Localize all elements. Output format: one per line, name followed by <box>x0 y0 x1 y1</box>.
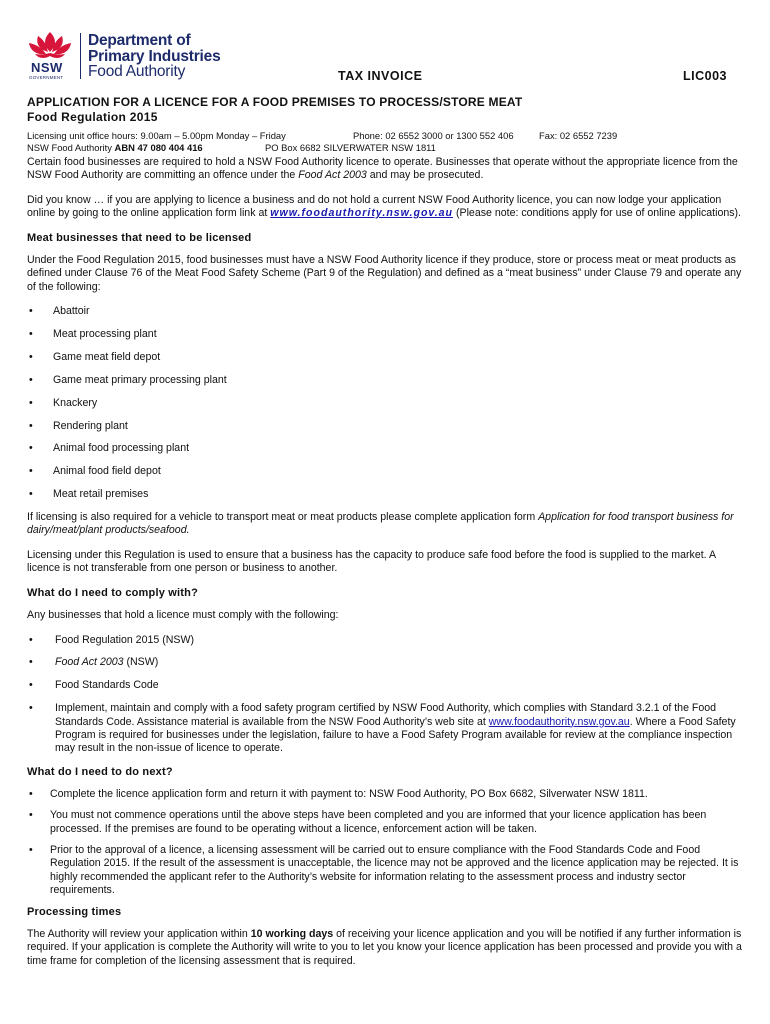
intro-paragraph: Certain food businesses are required to hold a NSW Food Authority licence to operate. Businesses that operate without the appropriate licence from the NSW Food Authority are committing an offence under the Food Act 2003 and may be prosecuted. <box>27 156 738 182</box>
po-box-address: PO Box 6682 SILVERWATER NSW 1811 <box>265 142 436 153</box>
government-wordmark: GOVERNMENT <box>29 75 64 80</box>
list-item: • Game meat primary processing plant <box>29 373 227 386</box>
processing-times-paragraph: The Authority will review your application within 10 working days of receiving your licence application and you will be notified if any further information is required. If your application is complete the Authority will write to you to let you know your licence application has been processed and provide you with a time frame for completion of the licensing assessment that is required. <box>27 928 742 967</box>
bullet-icon: • <box>29 396 33 409</box>
department-name <box>88 33 221 80</box>
nsw-dpi-food-authority-logo <box>26 30 246 82</box>
next-steps-list <box>27 788 743 897</box>
bullet-icon: • <box>29 327 33 340</box>
working-days-emphasis: 10 working days <box>250 928 334 941</box>
list-item: • Meat processing plant <box>29 327 157 340</box>
online-application-paragraph: Did you know … if you are applying to licence a business and do not hold a current NSW Food Authority licence, you can now lodge your application online by going to the online application form link at www.foodauthority.nsw.gov.au (Please note: conditions apply for use of online applications). <box>27 193 742 219</box>
list-item: • Animal food field depot <box>29 465 161 478</box>
list-item: • Implement, maintain and comply with a food safety program certified by NSW Food Authority, which complies with Standard 3.2.1 of the Food Standards Code. Assistance material is available from the NSW Food Authority’s web site at www.foodauthority.nsw.gov.au. Where a Food Safety Program is required for businesses under the legislation, failure to have a Food Safety Program available for review at the compliance inspection may result in the non-issue of licence to operate. <box>29 702 736 755</box>
compliance-list <box>27 634 743 756</box>
meat-business-list <box>27 305 743 501</box>
list-item: • Food Standards Code <box>29 679 159 692</box>
transport-form-reference: Application for food transport business for dairy/meat/plant products/seafood. <box>27 511 734 537</box>
list-item: • Animal food processing plant <box>29 442 190 455</box>
meat-businesses-paragraph: Under the Food Regulation 2015, food businesses must have a NSW Food Authority licence if they produce, store or process meat or meat products as defined under Clause 76 of the Meat Food Safety Scheme (Part 9 of the Regulation) and defined as a “meat business” under Clause 79 and operate any of the following: <box>27 254 742 293</box>
logo-divider <box>80 33 81 79</box>
list-item: • Prior to the approval of a licence, a licensing assessment will be carried out to ensure compliance with the Food Standards Code and Food Regulation 2015. If the result of the assessment is unacceptable, the licence may not be approved and the licence application may be rejected. It is highly recommended the applicant refer to the Authority’s website for information relating to the assessment process and industry sector requirements. <box>29 843 739 896</box>
list-item: • Rendering plant <box>29 419 128 432</box>
bullet-icon: • <box>29 702 33 715</box>
department-line-3: Food Authority <box>88 63 186 80</box>
abn-number: ABN 47 080 404 416 <box>114 142 203 153</box>
processing-times-heading: Processing times <box>27 906 122 919</box>
bullet-icon: • <box>29 843 33 856</box>
list-item: • Meat retail premises <box>29 488 149 501</box>
bullet-icon: • <box>29 788 33 801</box>
regulation-title: Food Regulation 2015 <box>27 110 158 124</box>
next-steps-heading: What do I need to do next? <box>27 766 173 779</box>
application-title: APPLICATION FOR A LICENCE FOR A FOOD PREMISES TO PROCESS/STORE MEAT <box>27 95 523 109</box>
department-line-1: Department of <box>88 32 191 49</box>
online-application-link[interactable]: www.foodauthority.nsw.gov.au <box>270 206 454 219</box>
bullet-icon: • <box>29 442 33 455</box>
licensing-purpose-paragraph: Licensing under this Regulation is used to ensure that a business has the capacity to produce safe food before the food is supplied to the market. A licence is not transferable from one person or business to another. <box>27 548 716 574</box>
nsw-wordmark: NSW <box>31 60 63 75</box>
bullet-icon: • <box>29 419 33 432</box>
bullet-icon: • <box>29 373 33 386</box>
vehicle-licensing-paragraph: If licensing is also required for a vehicle to transport meat or meat products please complete application form Application for food transport business for dairy/meat/plant products/seafood. <box>27 511 734 537</box>
bullet-icon: • <box>29 679 33 692</box>
department-line-2: Primary Industries <box>88 47 221 65</box>
bullet-icon: • <box>29 305 33 318</box>
bullet-icon: • <box>29 350 33 363</box>
list-item: • Abattoir <box>29 305 90 318</box>
list-item: • You must not commence operations until the above steps have been completed and you are informed that your licence application has been processed. If the premises are found to be operating without a licence, enforcement action will be taken. <box>29 809 707 835</box>
document-body <box>27 95 743 979</box>
comply-heading: What do I need to comply with? <box>27 587 198 600</box>
office-hours: Licensing unit office hours: 9.00am – 5.00pm Monday – Friday <box>27 130 286 141</box>
bullet-icon: • <box>29 809 33 822</box>
comply-intro: Any businesses that hold a licence must comply with the following: <box>27 609 339 622</box>
contact-details <box>27 128 743 156</box>
meat-businesses-heading: Meat businesses that need to be licensed <box>27 232 252 245</box>
list-item: • Food Regulation 2015 (NSW) <box>29 633 194 646</box>
food-authority-website-link[interactable]: www.foodauthority.nsw.gov.au <box>488 715 630 728</box>
list-item: • Game meat field depot <box>29 350 161 363</box>
bullet-icon: • <box>29 656 33 669</box>
list-item: • Complete the licence application form and return it with payment to: NSW Food Authority, PO Box 6682, Silverwater NSW 1811. <box>29 788 648 801</box>
form-code: LIC003 <box>683 69 727 83</box>
authority-name: NSW Food Authority <box>27 142 112 153</box>
food-act-reference: Food Act 2003 <box>298 169 367 182</box>
fax-number: Fax: 02 6552 7239 <box>539 130 618 141</box>
bullet-icon: • <box>29 633 33 646</box>
phone-number: Phone: 02 6552 3000 or 1300 552 406 <box>353 130 514 141</box>
bullet-icon: • <box>29 465 33 478</box>
tax-invoice-heading: TAX INVOICE <box>338 69 423 83</box>
list-item: • Food Act 2003 (NSW) <box>29 656 159 669</box>
bullet-icon: • <box>29 488 33 501</box>
list-item: • Knackery <box>29 396 98 409</box>
